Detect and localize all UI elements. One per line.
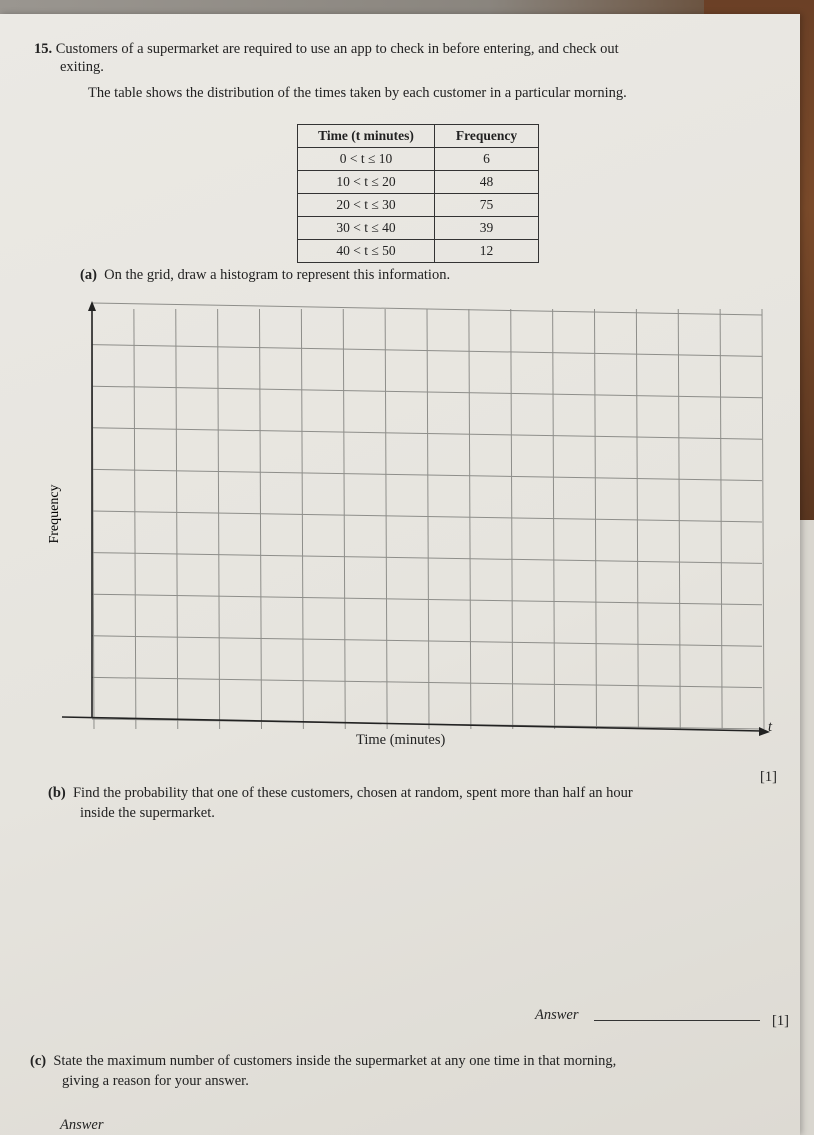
part-b-marks: [1] xyxy=(772,1013,789,1029)
part-a-marks: [1] xyxy=(760,769,777,785)
x-axis-label-text: Time (minutes) xyxy=(356,732,446,748)
grid-line-horizontal xyxy=(92,594,762,605)
part-b-answer-label: Answer xyxy=(535,1007,579,1023)
table-cell-frequency: 39 xyxy=(435,217,539,240)
question-intro-text: Customers of a supermarket are required to use an app to check in before entering, and check out xyxy=(55,41,619,57)
worksheet-page xyxy=(0,14,800,1135)
part-b-answer-line[interactable] xyxy=(594,1020,760,1021)
grid-line-vertical xyxy=(301,309,303,729)
grid-line-vertical xyxy=(469,309,471,729)
grid-line-horizontal xyxy=(92,636,762,646)
table-header-row xyxy=(298,125,539,148)
question-intro-line1 xyxy=(34,40,619,58)
part-c-label: (c) xyxy=(30,1053,47,1069)
question-intro-line2: exiting. xyxy=(60,59,104,75)
frequency-table xyxy=(297,124,539,263)
table-row xyxy=(298,171,539,194)
table-cell-frequency: 6 xyxy=(435,148,539,171)
table-cell-time: 20 < t ≤ 30 xyxy=(298,194,435,217)
grid-line-vertical xyxy=(343,309,345,729)
grid-line-vertical xyxy=(427,309,429,729)
part-c-prompt xyxy=(30,1052,616,1070)
y-axis-arrow xyxy=(88,301,96,311)
part-b-text: Find the probability that one of these customers, chosen at random, spent more than half an hour xyxy=(72,785,633,801)
part-b-label: (b) xyxy=(48,785,66,801)
part-c-text: State the maximum number of customers inside the supermarket at any one time in that morning, xyxy=(53,1053,617,1069)
grid-line-vertical xyxy=(176,309,178,729)
table-cell-frequency: 12 xyxy=(435,240,539,263)
part-c-text-line2: giving a reason for your answer. xyxy=(62,1073,249,1089)
grid-lines xyxy=(92,303,764,729)
grid-line-horizontal xyxy=(92,553,762,564)
part-b-text-line2: inside the supermarket. xyxy=(80,805,215,821)
table-intro: The table shows the distribution of the times taken by each customer in a particular morning. xyxy=(88,85,627,101)
grid-line-vertical xyxy=(720,309,722,729)
table-cell-time: 30 < t ≤ 40 xyxy=(298,217,435,240)
question-number: 15. xyxy=(34,41,53,57)
part-c-answer-label: Answer xyxy=(60,1117,104,1133)
table-cell-time: 0 < t ≤ 10 xyxy=(298,148,435,171)
grid-line-vertical xyxy=(636,309,638,729)
table-cell-time: 40 < t ≤ 50 xyxy=(298,240,435,263)
grid-line-vertical xyxy=(678,309,680,729)
grid-line-vertical xyxy=(218,309,220,729)
grid-line-horizontal xyxy=(92,677,762,687)
grid-line-vertical xyxy=(385,309,387,729)
table-cell-frequency: 48 xyxy=(435,171,539,194)
table-header-frequency: Frequency xyxy=(435,125,539,148)
x-axis-symbol: t xyxy=(768,719,773,735)
grid-line-horizontal xyxy=(92,511,762,522)
x-axis xyxy=(62,717,762,731)
table-row xyxy=(298,240,539,263)
grid-line-horizontal xyxy=(92,469,762,480)
grid-line-horizontal xyxy=(92,428,762,439)
histogram-grid-area xyxy=(40,299,780,744)
part-a-prompt xyxy=(80,266,450,284)
part-a-label: (a) xyxy=(80,267,97,283)
table-header-time: Time (t minutes) xyxy=(298,125,435,148)
grid-line-vertical xyxy=(511,309,513,729)
y-axis-label: Frequency xyxy=(47,484,62,544)
part-b-prompt xyxy=(48,784,633,802)
part-a-text: On the grid, draw a histogram to represent this information. xyxy=(104,267,451,283)
table-cell-frequency: 75 xyxy=(435,194,539,217)
table-cell-time: 10 < t ≤ 20 xyxy=(298,171,435,194)
grid-line-vertical xyxy=(134,309,136,729)
table-row xyxy=(298,194,539,217)
grid-line-vertical xyxy=(762,309,764,729)
histogram-grid[interactable] xyxy=(40,299,780,739)
table-row xyxy=(298,148,539,171)
table-row xyxy=(298,217,539,240)
grid-line-vertical xyxy=(260,309,262,729)
